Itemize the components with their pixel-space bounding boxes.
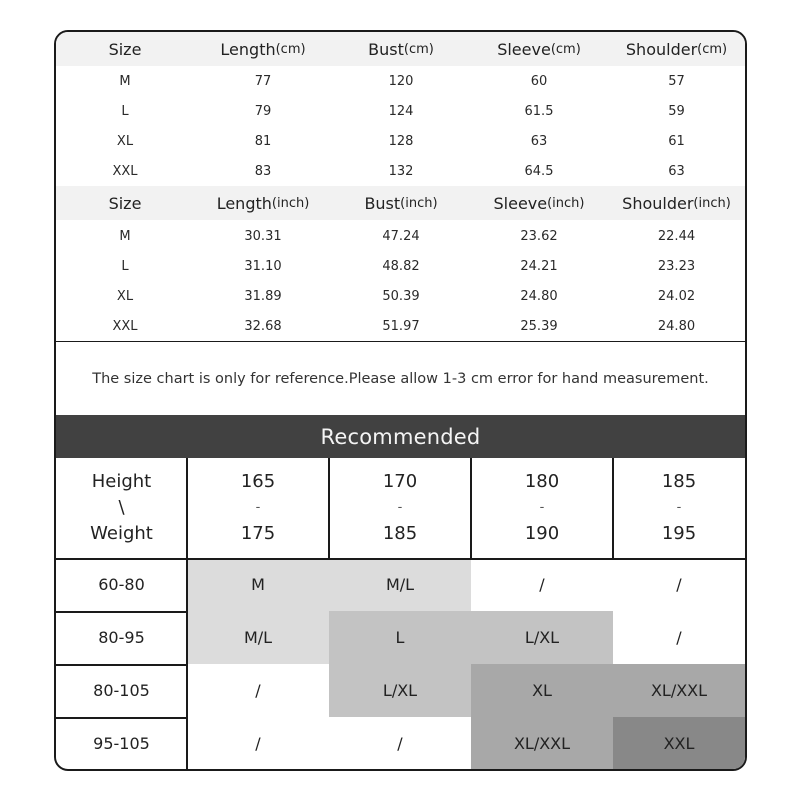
grid-line xyxy=(56,664,187,666)
cm-row-xl xyxy=(56,126,745,156)
cell: 61.5 xyxy=(524,103,554,119)
size-cell: XXL xyxy=(613,717,745,769)
cell: 132 xyxy=(388,163,414,179)
header-sleeve-cm: Sleeve (cm) xyxy=(497,39,581,59)
header-size: Size xyxy=(108,193,142,213)
grid-line xyxy=(470,458,472,558)
weight-range-1: 60-80 xyxy=(98,575,145,594)
height-range-3: 180 - 190 xyxy=(524,471,560,544)
inch-header-row xyxy=(56,186,745,220)
header-sleeve-inch: Sleeve (inch) xyxy=(493,193,585,213)
cell: 79 xyxy=(254,103,272,119)
size-cell: L/XL xyxy=(471,611,613,664)
cell: 57 xyxy=(668,73,685,89)
cell: 24.21 xyxy=(520,258,558,274)
cm-header-row xyxy=(56,32,745,66)
size-cell: / xyxy=(676,628,682,647)
cell: 81 xyxy=(254,133,272,149)
header-shoulder-cm: Shoulder (cm) xyxy=(625,39,728,59)
cm-row-xxl xyxy=(56,156,745,186)
size-cell: XL xyxy=(471,664,613,717)
size-cell: M/L xyxy=(187,611,329,664)
inch-row-m xyxy=(56,221,745,251)
height-range-4: 185 - 195 xyxy=(661,471,697,544)
grid-line xyxy=(56,611,187,613)
cell: 23.62 xyxy=(520,228,558,244)
size-cell: / xyxy=(676,575,682,594)
height-range-1: 165 - 175 xyxy=(240,471,276,544)
header-bust-cm: Bust (cm) xyxy=(368,39,434,59)
cell: 64.5 xyxy=(524,163,554,179)
cell: 61 xyxy=(668,133,685,149)
measurement-note: The size chart is only for reference.Please allow 1-3 cm error for hand measurement. xyxy=(56,341,745,416)
grid-line xyxy=(186,458,188,769)
cell: 47.24 xyxy=(382,228,420,244)
cm-row-l xyxy=(56,96,745,126)
size-cell: M xyxy=(187,558,329,611)
cell: 83 xyxy=(254,163,272,179)
recommended-grid xyxy=(56,458,745,769)
cell: 23.23 xyxy=(657,258,696,274)
size-cell: M/L xyxy=(329,558,471,611)
grid-line xyxy=(328,458,330,558)
cell: 128 xyxy=(388,133,414,149)
grid-line xyxy=(612,458,614,558)
cell: L xyxy=(121,103,129,119)
header-length-cm: Length (cm) xyxy=(220,39,306,59)
cell: 124 xyxy=(388,103,414,119)
size-cell: L xyxy=(329,611,471,664)
size-cell: / xyxy=(255,681,261,700)
cell: 63 xyxy=(530,133,548,149)
cell: 24.80 xyxy=(657,318,696,334)
cell: 31.89 xyxy=(244,288,282,304)
cell: XXL xyxy=(112,318,138,334)
height-weight-corner: Height \ Weight xyxy=(90,471,153,544)
grid-line xyxy=(56,558,745,560)
cell: 25.39 xyxy=(520,318,558,334)
cell: 24.02 xyxy=(657,288,696,304)
recommended-banner: Recommended xyxy=(56,415,745,458)
cell: 63 xyxy=(668,163,685,179)
cell: 59 xyxy=(668,103,685,119)
weight-range-2: 80-95 xyxy=(98,628,145,647)
cell: XL xyxy=(116,133,134,149)
cell: 51.97 xyxy=(382,318,420,334)
cm-row-m xyxy=(56,66,745,96)
grid-line xyxy=(56,717,187,719)
cell: M xyxy=(119,228,131,244)
size-cell: / xyxy=(539,575,545,594)
inch-row-l xyxy=(56,251,745,281)
size-cell: XL/XXL xyxy=(613,664,745,717)
header-shoulder-inch: Shoulder (inch) xyxy=(622,193,731,213)
cell: 120 xyxy=(388,73,414,89)
cell: XL xyxy=(116,288,134,304)
cell: 77 xyxy=(254,73,272,89)
cell: XXL xyxy=(112,163,138,179)
header-bust-inch: Bust (inch) xyxy=(364,193,438,213)
cell: L xyxy=(121,258,129,274)
weight-range-4: 95-105 xyxy=(93,733,150,753)
cell: 32.68 xyxy=(244,318,282,334)
size-cell: XL/XXL xyxy=(471,717,613,769)
cell: 48.82 xyxy=(382,258,420,274)
cell: 24.80 xyxy=(520,288,558,304)
cell: 50.39 xyxy=(382,288,420,304)
header-length-inch: Length (inch) xyxy=(216,193,310,213)
size-cell: L/XL xyxy=(329,664,471,717)
cell: 22.44 xyxy=(657,228,696,244)
inch-row-xl xyxy=(56,281,745,311)
size-chart-card xyxy=(54,30,747,771)
cell: M xyxy=(119,73,131,89)
size-cell: / xyxy=(255,733,261,753)
size-cell: / xyxy=(397,733,403,753)
inch-row-xxl xyxy=(56,311,745,341)
cell: 31.10 xyxy=(244,258,282,274)
weight-range-3: 80-105 xyxy=(93,681,150,700)
header-size: Size xyxy=(108,39,142,59)
cell: 30.31 xyxy=(244,228,282,244)
height-range-2: 170 - 185 xyxy=(382,471,418,544)
cell: 60 xyxy=(530,73,548,89)
